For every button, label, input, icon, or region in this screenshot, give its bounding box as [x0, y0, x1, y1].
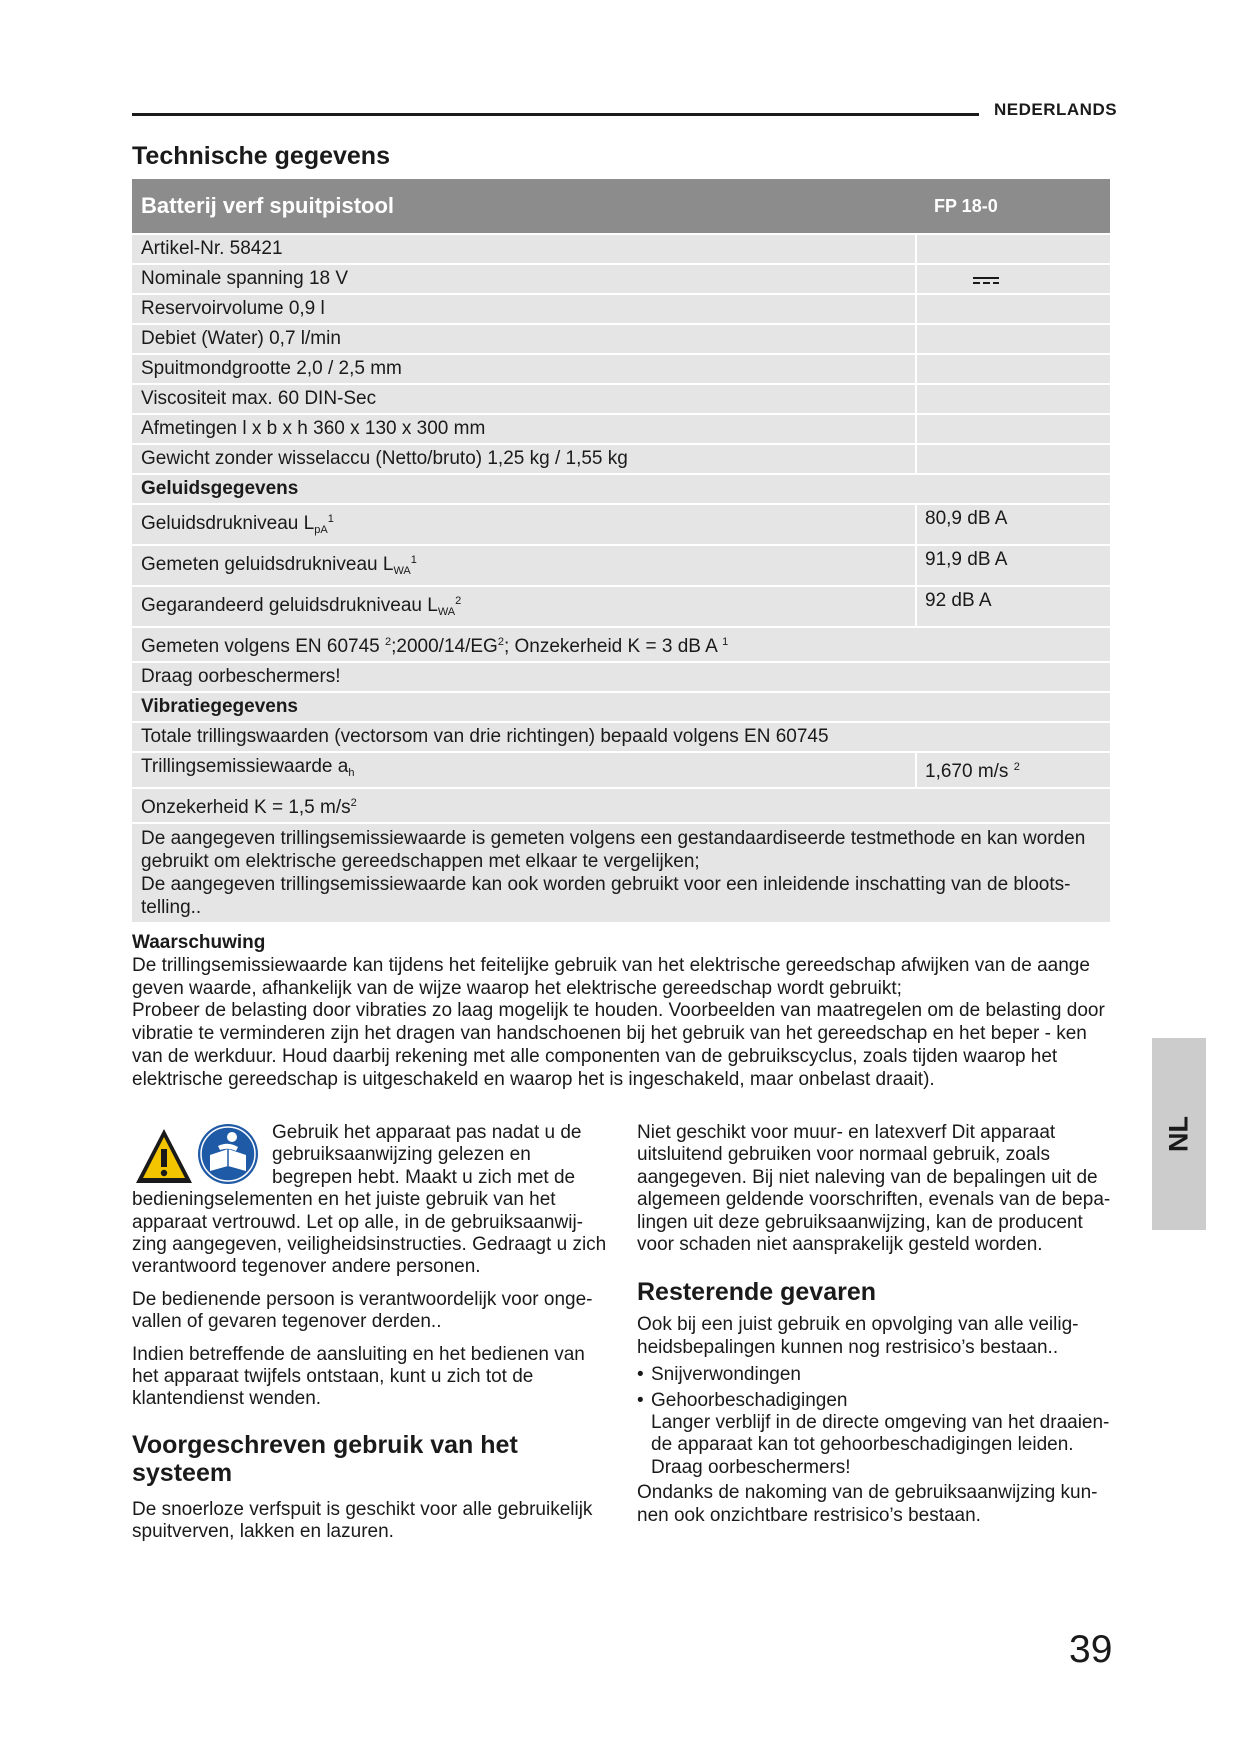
footnote-marker: 2	[455, 595, 462, 607]
table-row	[132, 585, 1110, 626]
table-row	[132, 787, 1110, 822]
warning-heading: Waarschuwing	[132, 932, 266, 953]
warning-text: De trillingsemissiewaarde kan tijdens het feitelijke gebruik van het elektrische gereedschap afwijken van de aange geven waarde, afhankelijk van de wijze waarop het elektrische gereedschap wordt gebruikt;	[132, 954, 1090, 999]
list-item	[637, 1390, 1115, 1480]
table-cell-label: Spuitmondgrootte 2,0 / 2,5 mm	[132, 355, 917, 383]
safety-icons-graphic	[132, 1123, 262, 1189]
table-cell-value	[917, 295, 1110, 323]
footnote-marker: 1	[722, 636, 729, 648]
unit-exponent: 2	[1013, 761, 1020, 773]
vibration-label: Trillingsemissiewaarde a	[141, 756, 349, 777]
spec-table-title: Batterij verf spuitpistool	[141, 193, 395, 218]
table-cell-value	[917, 445, 1110, 473]
table-cell-value	[917, 753, 1110, 787]
table-cell-label: Viscositeit max. 60 DIN-Sec	[132, 385, 917, 413]
table-cell-value: 91,9 dB A	[925, 549, 1008, 570]
warning-triangle-icon	[136, 1129, 192, 1183]
noise-label: Geluidsdrukniveau L	[141, 513, 315, 534]
list-item-title: Gehoorbeschadigingen	[651, 1389, 848, 1411]
text-fragment: Gemeten volgens EN 60745	[141, 636, 385, 657]
table-cell-label: Reservoirvolume 0,9 l	[132, 295, 917, 323]
table-cell-label	[132, 505, 917, 544]
footnote-marker: 2	[385, 636, 392, 648]
vibration-note: De aangegeven trillingsemissiewaarde is gemeten volgens een gestandaardiseerde testmethode en kan worden gebruikt om elektrische gereedschappen met elkaar te vergelijken;	[141, 828, 1086, 872]
responsible-text: De bedienende persoon is verantwoordelijk voor onge- vallen of gevaren tegenover derden..	[132, 1288, 593, 1333]
warning-section	[132, 932, 1112, 1092]
header-language: NEDERLANDS	[994, 100, 1118, 119]
table-cell-label	[132, 753, 917, 787]
table-row	[132, 443, 1110, 473]
vibration-total-text: Totale trillingswaarden (vectorsom van drie richtingen) bepaald volgens EN 60745	[141, 726, 829, 747]
safety-text: Gebruik het apparaat pas nadat u de gebruiksaanwijzing gelezen en begrepen hebt. Maakt u zich met de bedieningselementen en het juiste gebruik van het apparaat vertrouwd. Let op alle, in de gebruiksaanwij- zing aangegeven, veiligheidsinstructies. Gedraagt u zich verantwoord tegenover andere personen.	[132, 1122, 607, 1278]
table-cell-label: Nominale spanning 18 V	[132, 265, 917, 293]
header-rule	[132, 113, 979, 116]
table-row	[132, 721, 1110, 751]
table-row	[132, 353, 1110, 383]
language-side-tab	[1152, 1038, 1206, 1230]
table-cell-value	[917, 325, 1110, 353]
safety-icons	[132, 1123, 262, 1189]
section-title: Technische gegevens	[132, 142, 390, 170]
table-cell-value	[917, 355, 1110, 383]
spec-table	[132, 179, 1110, 922]
noise-subscript: WA	[437, 606, 456, 618]
doubts-text: Indien betreffende de aansluiting en het bedienen van het apparaat twijfels ontstaan, kunt u zich tot de klantendienst wenden.	[132, 1343, 585, 1410]
vibration-heading-row	[132, 691, 1110, 721]
table-cell-label: Artikel-Nr. 58421	[132, 235, 917, 263]
table-row	[132, 544, 1110, 585]
table-cell-value: 92 dB A	[925, 590, 992, 611]
table-row	[132, 626, 1110, 661]
residual-heading: Resterende gevaren	[637, 1278, 877, 1307]
warning-text: Probeer de belasting door vibraties zo laag mogelijk te houden. Voorbeelden van maatregelen om de belasting door vibratie te verminderen zijn het dragen van handschoenen bij het gebruik van het gereedschap en het beper - ken van de werkduur. Houd daarbij rekening met alle componenten van de gebruikscyclus, zoals tijden waarop het elektrische gereedschap is uitgeschakeld en waarop het is ingeschakeld, maar onbelast draait).	[132, 1000, 1105, 1090]
spec-table-header	[132, 179, 1110, 233]
table-cell-value	[917, 385, 1110, 413]
table-row	[132, 323, 1110, 353]
table-cell-value: 80,9 dB A	[925, 508, 1008, 529]
closing-text: Ondanks de nakoming van de gebruiksaanwijzing kun- nen ook onzichtbare restrisico’s bestaan.	[637, 1482, 1098, 1526]
vibration-note: De aangegeven trillingsemissiewaarde kan ook worden gebruikt voor een inleidende inschatting van de bloots- telling..	[141, 874, 1071, 918]
vibration-value: 1,670 m/s	[925, 761, 1014, 782]
text-fragment: ; Onzekerheid K = 3 dB A	[503, 636, 723, 657]
table-row	[132, 293, 1110, 323]
table-cell-value	[917, 265, 1110, 293]
not-suitable-text: Niet geschikt voor muur- en latexverf Dit apparaat uitsluitend gebruiken voor normaal gebruik, zoals aangegeven. Bij niet naleving van de bepalingen uit de algemeen geldende voorschriften, evenals van de bepa- lingen uit deze gebruiksaanwijzing, kan de producent voor schaden niet aansprakelijk gesteld worden.	[637, 1122, 1111, 1256]
noise-label: Gemeten geluidsdrukniveau L	[141, 554, 394, 575]
footnote-marker: 1	[410, 554, 417, 566]
vibration-uncertainty-text: Onzekerheid K = 1,5 m/s	[141, 797, 351, 818]
footnote-marker: 2	[497, 636, 504, 648]
table-cell-label	[132, 587, 917, 626]
vibration-uncertainty	[132, 789, 1110, 822]
vibration-heading: Vibratiegegevens	[141, 696, 299, 717]
noise-subscript: pA	[314, 524, 328, 536]
table-row	[132, 233, 1110, 263]
noise-subscript: WA	[393, 565, 411, 577]
table-cell-label: Debiet (Water) 0,7 l/min	[132, 325, 917, 353]
footnote-marker: 1	[327, 513, 334, 525]
list-item-detail: Langer verblijf in de directe omgeving van het draaien- de apparaat kan tot gehoorbeschadigingen leiden. Draag oorbeschermers!	[651, 1412, 1110, 1478]
unit-exponent: 2	[350, 797, 357, 809]
direct-current-icon	[973, 277, 999, 284]
usage-heading: Voorgeschreven gebruik van het systeem	[132, 1430, 518, 1487]
vibration-notes	[132, 824, 1110, 922]
ear-protection-text: Draag oorbeschermers!	[141, 666, 341, 687]
table-row	[132, 822, 1110, 922]
side-tab-label: NL	[1163, 1116, 1194, 1152]
table-row	[132, 661, 1110, 691]
usage-text: De snoerloze verfspuit is geschikt voor alle gebruikelijk spuitverven, lakken en lazuren.	[132, 1498, 593, 1543]
page-number: 39	[1069, 1628, 1113, 1671]
table-row	[132, 383, 1110, 413]
right-column	[637, 1122, 1115, 1527]
text-fragment: ;2000/14/EG	[391, 636, 498, 657]
noise-label: Gegarandeerd geluidsdrukniveau L	[141, 595, 438, 616]
table-cell-label: Afmetingen l x b x h 360 x 130 x 300 mm	[132, 415, 917, 443]
table-cell-value	[917, 235, 1110, 263]
residual-intro: Ook bij een juist gebruik en opvolging van alle veilig- heidsbepalingen kunnen nog restrisico’s bestaan..	[637, 1314, 1079, 1358]
residual-list	[637, 1364, 1115, 1479]
spec-table-model: FP 18-0	[934, 196, 998, 216]
noise-measured-text	[132, 628, 1110, 661]
table-row	[132, 413, 1110, 443]
table-cell-value	[917, 415, 1110, 443]
read-manual-icon	[198, 1124, 258, 1184]
table-row	[132, 503, 1110, 544]
table-row	[132, 751, 1110, 787]
left-column	[132, 1122, 610, 1544]
list-item: • Snijverwondingen	[637, 1364, 1115, 1386]
noise-heading: Geluidsgegevens	[141, 478, 299, 499]
table-cell-label: Gewicht zonder wisselaccu (Netto/bruto) 1,25 kg / 1,55 kg	[132, 445, 917, 473]
table-cell-label	[132, 546, 917, 585]
table-row	[132, 263, 1110, 293]
vibration-subscript: h	[348, 767, 355, 779]
noise-heading-row	[132, 473, 1110, 503]
